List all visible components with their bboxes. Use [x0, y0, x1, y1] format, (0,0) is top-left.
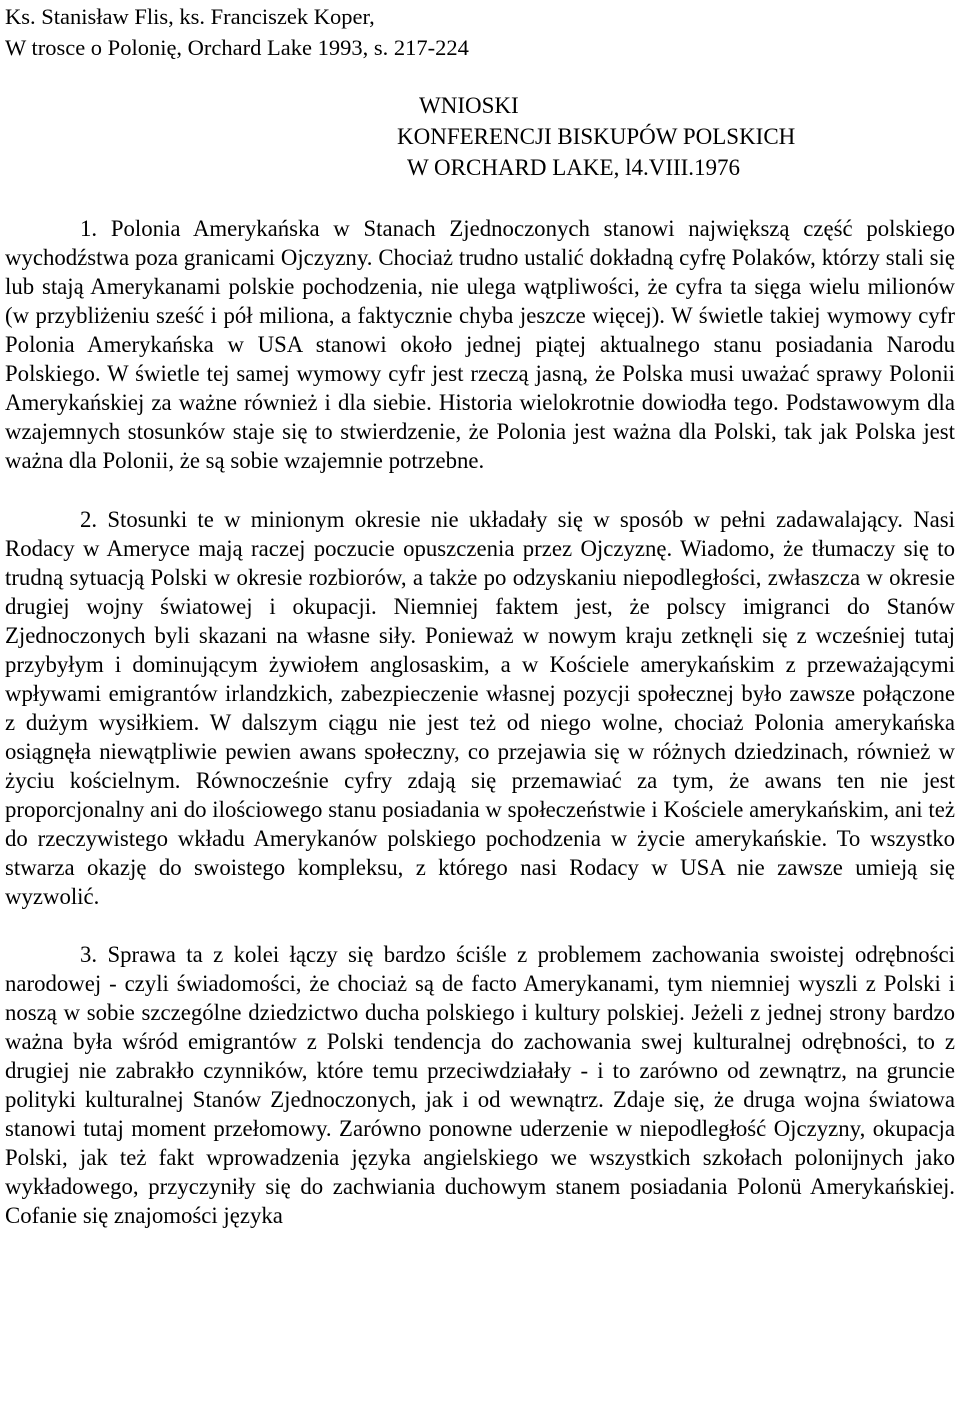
- document-title: [397, 90, 955, 183]
- title-line-2: KONFERENCJI BISKUPÓW POLSKICH: [397, 124, 796, 149]
- paragraph-3: 3. Sprawa ta z kolei łączy się bardzo ściśle z problemem zachowania swoistej odrębności narodowej - czyli świadomości, że chociaż są de facto Amerykanami, tym niemniej wyszli z Polski i noszą w sobie szczególne dziedzictwo ducha polskiego i kultury polskiej. Jeżeli z jednej strony bardzo ważna była wśród emigrantów z Polski tendencja do zachowania swej kulturalnej odrębności, to z drugiej nie zabrakło czynników, które temu przeciwdziałały - i to zarówno od zewnątrz, na gruncie polityki kulturalnej Stanów Zjednoczonych, jak i od wewnątrz. Zdaje się, że druga wojna światowa stanowi tutaj moment przełomowy. Zarówno ponowne uderzenie w niepodległość Ojczyzny, okupacja Polski, jak też fakt wprowadzenia języka angielskiego we wszystkich szkołach polonijnych jako wykładowego, przyczyniły się do zachwiania duchowym stanem posiadania Polonü Amerykańskiej. Cofanie się znajomości języka: [5, 942, 955, 1228]
- title-line-1: WNIOSKI: [419, 93, 519, 118]
- title-line-3: W ORCHARD LAKE, l4.VIII.1976: [407, 155, 741, 180]
- paragraph-1: 1. Polonia Amerykańska w Stanach Zjednoczonych stanowi największą część polskiego wychodźstwa poza granicami Ojczyzny. Chociaż trudno ustalić dokładną cyfrę Polaków, którzy stali się lub stają Amerykanami polskie pochodzenia, nie ulega wątpliwości, że cyfra ta sięga wielu milionów (w przybliżeniu sześć i pół miliona, a faktycznie chyba jeszcze więcej). W świetle takiej wymowy cyfr Polonia Amerykańska w USA stanowi około jednej piątej aktualnego stanu posiadania Narodu Polskiego. W świetle tej samej wymowy cyfr jest rzeczą jasną, że Polska musi uważać sprawy Polonii Amerykańskiej za ważne również i dla siebie. Historia wielokrotnie dowiodła tego. Podstawowym dla wzajemnych stosunków staje się to stwierdzenie, że Polonia jest ważna dla Polski, tak jak Polska jest ważna dla Polonii, że są sobie wzajemnie potrzebne.: [5, 216, 955, 473]
- source-citation: W trosce o Polonię, Orchard Lake 1993, s. 217-224: [5, 35, 469, 60]
- source-authors: Ks. Stanisław Flis, ks. Franciszek Koper,: [5, 4, 375, 29]
- document-page: [5, 0, 955, 1230]
- paragraph-2: 2. Stosunki te w minionym okresie nie układały się w sposób w pełni zadawalający. Nasi Rodacy w Ameryce mają raczej poczucie opuszczenia przez Ojczyznę. Wiadomo, że tłumaczy się to trudną sytuacją Polski w okresie rozbiorów, a także po odzyskaniu niepodległości, zwłaszcza w okresie drugiej wojny światowej i okupacji. Niemniej faktem jest, że polscy imigranci do Stanów Zjednoczonych byli skazani na własne siły. Ponieważ w nowym kraju zetknęli się z wcześniej tutaj przybyłym i dominującym żywiołem anglosaskim, a w Kościele amerykańskim z przeważającymi wpływami emigrantów irlandzkich, zabezpieczenie własnej pozycji społecznej było zawsze połączone z dużym wysiłkiem. W dalszym ciągu nie jest też od niego wolne, chociaż Polonia amerykańska osiągnęła niewątpliwie pewien awans społeczny, co przejawia się w różnych dziedzinach, również w życiu kościelnym. Równocześnie cyfry zdają się przemawiać za tym, że awans ten nie jest proporcjonalny ani do ilościowego stanu posiadania w społeczeństwie i Kościele amerykańskim, ani też do rzeczywistego wkładu Amerykanów polskiego pochodzenia w życie amerykańskie. To wszystko stwarza okazję do swoistego kompleksu, z którego nasi Rodacy w USA nie zawsze umieją się wyzwolić.: [5, 507, 955, 909]
